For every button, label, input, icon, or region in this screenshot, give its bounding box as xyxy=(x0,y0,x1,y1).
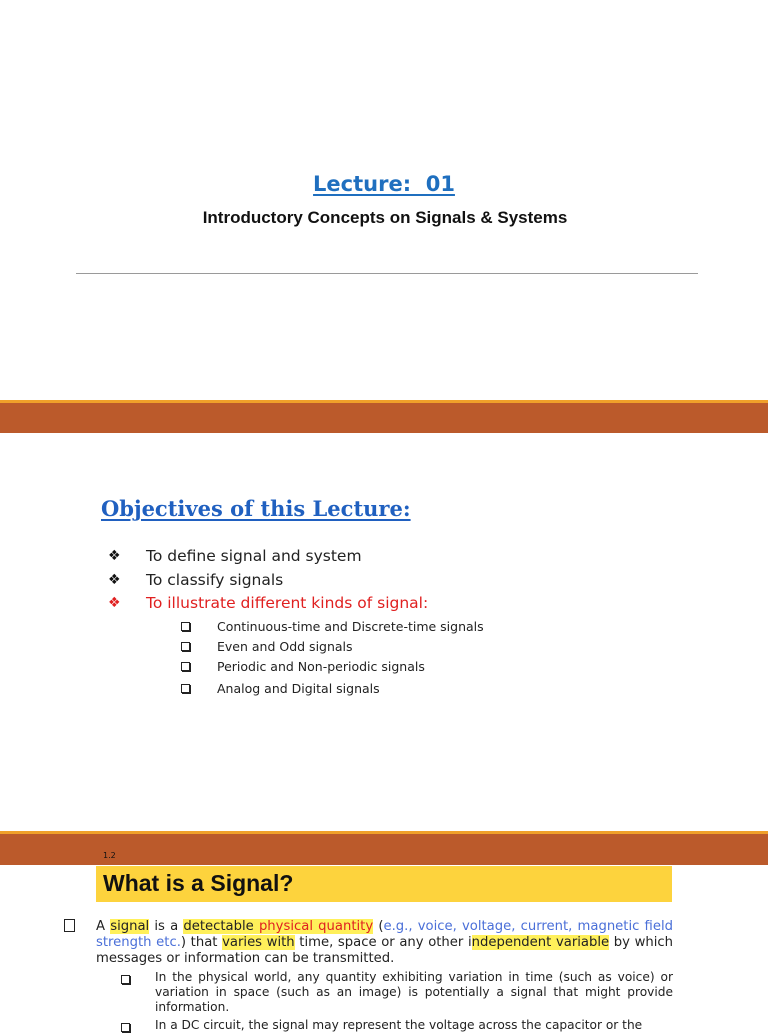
checkbox-square-icon xyxy=(181,662,190,671)
signal-kind-text: Even and Odd signals xyxy=(217,638,353,654)
diamond-bullet-icon: ❖ xyxy=(108,595,121,611)
slide-separator-band xyxy=(0,834,768,865)
checkbox-square-icon xyxy=(181,684,190,693)
signal-heading: What is a Signal? xyxy=(103,870,294,896)
slide-number: 1.2 xyxy=(103,851,116,860)
objective-text: To illustrate different kinds of signal: xyxy=(146,594,429,612)
slide-separator-band xyxy=(0,403,768,433)
objective-text: To classify signals xyxy=(146,571,284,589)
objective-text: To define signal and system xyxy=(146,547,362,565)
objectives-heading: Objectives of this Lecture: xyxy=(101,496,411,521)
definition-point xyxy=(121,1018,673,1033)
diamond-bullet-icon: ❖ xyxy=(108,548,121,564)
checkbox-square-icon xyxy=(181,622,190,631)
objective-item xyxy=(108,545,362,567)
title-divider xyxy=(76,273,698,274)
signal-kind-item xyxy=(181,679,380,697)
checkbox-square-icon xyxy=(121,975,130,984)
signal-kind-item xyxy=(181,637,353,655)
checkbox-square-icon xyxy=(181,642,190,651)
highlight-varies-with: varies with xyxy=(222,935,295,950)
lecture-subtitle: Introductory Concepts on Signals & Systems xyxy=(202,208,568,227)
highlight-detectable: detectable xyxy=(183,919,259,934)
lecture-title: Lecture: 01 xyxy=(313,172,455,196)
signal-kind-item xyxy=(181,657,425,675)
highlight-physical-quantity: physical quantity xyxy=(258,919,374,934)
definition-point xyxy=(121,970,673,1015)
signal-kind-text: Periodic and Non-periodic signals xyxy=(217,658,425,674)
checkbox-square-icon xyxy=(121,1023,130,1032)
missing-glyph-box-icon xyxy=(64,919,75,932)
highlight-signal: signal xyxy=(110,919,150,934)
objective-item xyxy=(108,569,283,591)
objective-item xyxy=(108,592,428,614)
signal-kind-item xyxy=(181,617,484,635)
signal-kind-text: Analog and Digital signals xyxy=(217,680,380,696)
diamond-bullet-icon: ❖ xyxy=(108,572,121,588)
definition-point-text: In a DC circuit, the signal may represent the voltage across the capacitor or the xyxy=(155,1018,643,1032)
signal-definition: A signal is a detectable physical quantity (e.g., voice, voltage, current, magnetic field strength etc.) that varies with time, space or any other independent variable by which messages or information can be transmitted. xyxy=(96,919,673,966)
examples-text: e.g., voice, voltage, current, magnetic field strength etc. xyxy=(96,919,673,950)
signal-kind-text: Continuous-time and Discrete-time signals xyxy=(217,618,484,634)
highlight-independent-variable: ndependent variable xyxy=(471,935,610,950)
definition-point-text: In the physical world, any quantity exhibiting variation in time (such as voice) or variation in space (such as an image) is potentially a signal that might provide information. xyxy=(155,970,673,1014)
